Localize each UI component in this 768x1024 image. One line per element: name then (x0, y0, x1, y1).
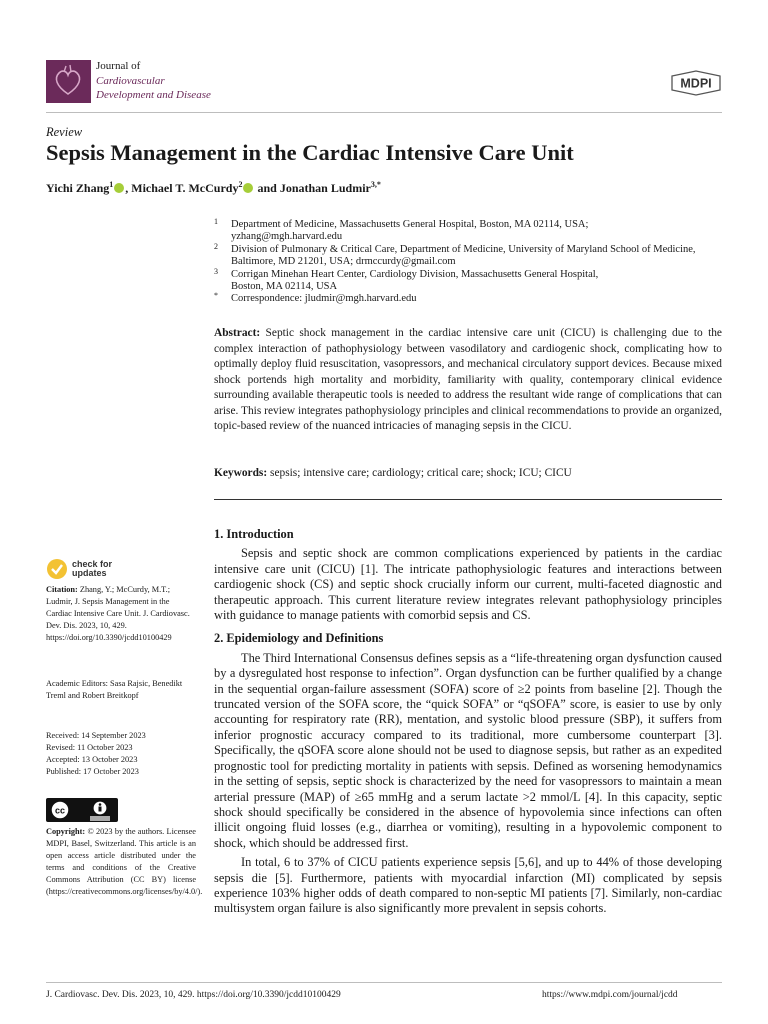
author-sup: 2 (238, 180, 243, 189)
author-name: Jonathan Ludmir (279, 181, 371, 195)
abstract-divider (214, 499, 722, 500)
mdpi-logo[interactable] (668, 70, 724, 101)
affiliation-line: Boston, MA 02114, USA (231, 281, 338, 293)
check-updates-line2: updates (72, 568, 107, 578)
academic-editors: Academic Editors: Sasa Rajsic, Benedikt Treml and Robert Breitkopf (46, 679, 183, 701)
dates-block (46, 730, 196, 778)
footer-divider (46, 982, 722, 983)
copyright-text: © 2023 by the authors. Licensee MDPI, Basel, Switzerland. This article is an open access article distributed under the terms and conditions of the Creative Commons Attribution (CC BY) license (https://creativecommons.org/licenses/by/4.0/). (46, 827, 203, 897)
cc-logo-text: cc (54, 805, 66, 816)
journal-name-line2: Development and Disease (96, 89, 211, 101)
author-sup: 3,* (370, 180, 381, 189)
keywords-label: Keywords: (214, 467, 268, 479)
accepted-date: Accepted: 13 October 2023 (46, 755, 138, 765)
affiliation-line: Department of Medicine, Massachusetts General Hospital, Boston, MA 02114, USA; (231, 219, 589, 230)
affiliation-line: Correspondence: jludmir@mgh.harvard.edu (231, 293, 417, 305)
article-body (214, 527, 722, 921)
orcid-icon[interactable] (114, 183, 124, 193)
affiliation-number: 2 (214, 241, 218, 251)
abstract (214, 326, 722, 435)
affiliation-line: Corrigan Minehan Heart Center, Cardiology Division, Massachusetts General Hospital, (231, 268, 599, 280)
copyright-block (46, 826, 203, 899)
footer-url[interactable]: https://www.mdpi.com/journal/jcdd (542, 990, 678, 1000)
keywords (214, 466, 722, 482)
citation-block (46, 584, 196, 644)
revised-date: Revised: 11 October 2023 (46, 743, 133, 753)
affiliation-number: 3 (214, 266, 218, 276)
affiliation (214, 293, 734, 305)
check-updates-icon (46, 558, 68, 580)
keywords-text: sepsis; intensive care; cardiology; critical care; shock; ICU; CICU (270, 467, 572, 479)
author-list (46, 180, 381, 196)
affiliation-number: * (214, 291, 218, 301)
affiliation-line: Baltimore, MD 21201, USA; drmccurdy@gmail.com (231, 256, 456, 268)
copyright-label: Copyright: (46, 827, 86, 836)
affiliation (214, 241, 734, 269)
journal-title (96, 59, 211, 103)
mdpi-logo-text: MDPI (680, 76, 712, 91)
received-date: Received: 14 September 2023 (46, 731, 146, 740)
orcid-icon[interactable] (243, 183, 253, 193)
abstract-text: Septic shock management in the cardiac intensive care unit (CICU) is challenging due to the complex interaction of pathophysiology between vasodilatory and cardiogenic shock, complicating how to optimally deploy fluid resuscitation, vasopressors, and mechanical circulatory support devices. Because mixed shock portends high mortality and morbidity, familiarity with quality, contemporary clinical evidence surrounding available therapeutic tools is needed to address the resultant wide range of complications that can arise. This review integrates pathophysiology principles and clinical recommendations to provide an organized, topic-based review of the nuanced intricacies of managing sepsis in the CICU. (214, 327, 722, 432)
abstract-label: Abstract: (214, 327, 261, 339)
author-separator: and (254, 181, 280, 195)
affiliation (214, 266, 734, 294)
author-separator: , (125, 181, 132, 195)
published-date: Published: 17 October 2023 (46, 767, 139, 777)
check-updates-line1: check for (72, 558, 113, 569)
paragraph: The Third International Consensus defines sepsis as a “life-threatening organ dysfunction caused by a dysregulated host response to infection”. Organ dysfunction can be further qualified by a change in the sequential organ-failure assessment (SOFA) score of ≥2 points from baseline [2]. Though the truncated version of the SOFA score, the “quick SOFA” or “qSOFA” score, is easier to use by only accounting for respiratory rate (RR), mentation, and systolic blood pressure (SBP), it suffers from inferior prognostic accuracy compared to its traditional, more cumbersome counterpart [3]. Specifically, the qSOFA score alone should not be used to diagnose sepsis, but rather as an expedited prognostic tool for predicting mortality in patients with sepsis. Defined as worsening hemodynamics in the setting of sepsis, septic shock is characterized by the need for vasopressors to maintain a mean arterial pressure (MAP) of ≥65 mmHg and a serum lactate >2 mmol/L [4]. In this capacity, septic shock should specifically be considered in the absence of hypovolemia since infections can often illicit ongoing fluid losses (e.g., diarrhea or vomiting), resulting in a hypovolemic component to shock, which should be addressed first. (214, 650, 722, 850)
affiliations (214, 219, 734, 306)
header-divider (46, 112, 722, 113)
section-heading: 1. Introduction (214, 527, 294, 541)
author-name: Michael T. McCurdy (131, 181, 239, 195)
affiliation (214, 219, 734, 244)
article-title: Sepsis Management in the Cardiac Intensive Care Unit (46, 140, 574, 165)
citation-text: Zhang, Y.; McCurdy, M.T.; Ludmir, J. Sepsis Management in the Cardiac Intensive Care Unit. J. Cardiovasc. Dev. Dis. 2023, 10, 429. https://doi.org/10.3390/jcdd10100429 (46, 585, 190, 643)
footer-citation: J. Cardiovasc. Dev. Dis. 2023, 10, 429. https://doi.org/10.3390/jcdd10100429 (46, 990, 341, 1000)
affiliation-line: Division of Pulmonary & Critical Care, Department of Medicine, University of Maryland School of Medicine, (231, 243, 696, 255)
article-type: Review (46, 125, 83, 139)
cc-by-license-icon[interactable] (46, 798, 118, 822)
paragraph: Sepsis and septic shock are common complications experienced by patients in the cardiac intensive care unit (CICU) [1]. The intricate pathophysiologic features and interactions between cardiogenic shock (CS) and septic shock crucially inform our current, multi-faceted diagnostic and therapeutic approach. This current literature review integrates relevant pathophysiology principles with guidance to manage patients with comorbid sepsis and CS. (214, 546, 722, 623)
affiliation-number: 1 (214, 217, 218, 226)
journal-prefix: Journal of (96, 60, 141, 72)
journal-logo (46, 60, 91, 103)
check-updates-badge[interactable] (46, 558, 112, 580)
author-sup: 1 (109, 180, 114, 189)
citation-label: Citation: (46, 585, 78, 594)
paragraph: In total, 6 to 37% of CICU patients experience sepsis [5,6], and up to 44% of those developing sepsis die [5]. Furthermore, patients with myocardial infarction (MI) complicated by sepsis experience 103% higher odds of death compared to non-septic MI patients [7]. Similarly, non-cardiac multisystem organ failure is also significantly more prevalent in sepsis cohorts. (214, 855, 722, 916)
journal-name-line1: Cardiovascular (96, 74, 165, 87)
section-heading: 2. Epidemiology and Definitions (214, 631, 384, 646)
author-name: Yichi Zhang (46, 181, 110, 195)
affiliation-line: yzhang@mgh.harvard.edu (231, 231, 343, 243)
